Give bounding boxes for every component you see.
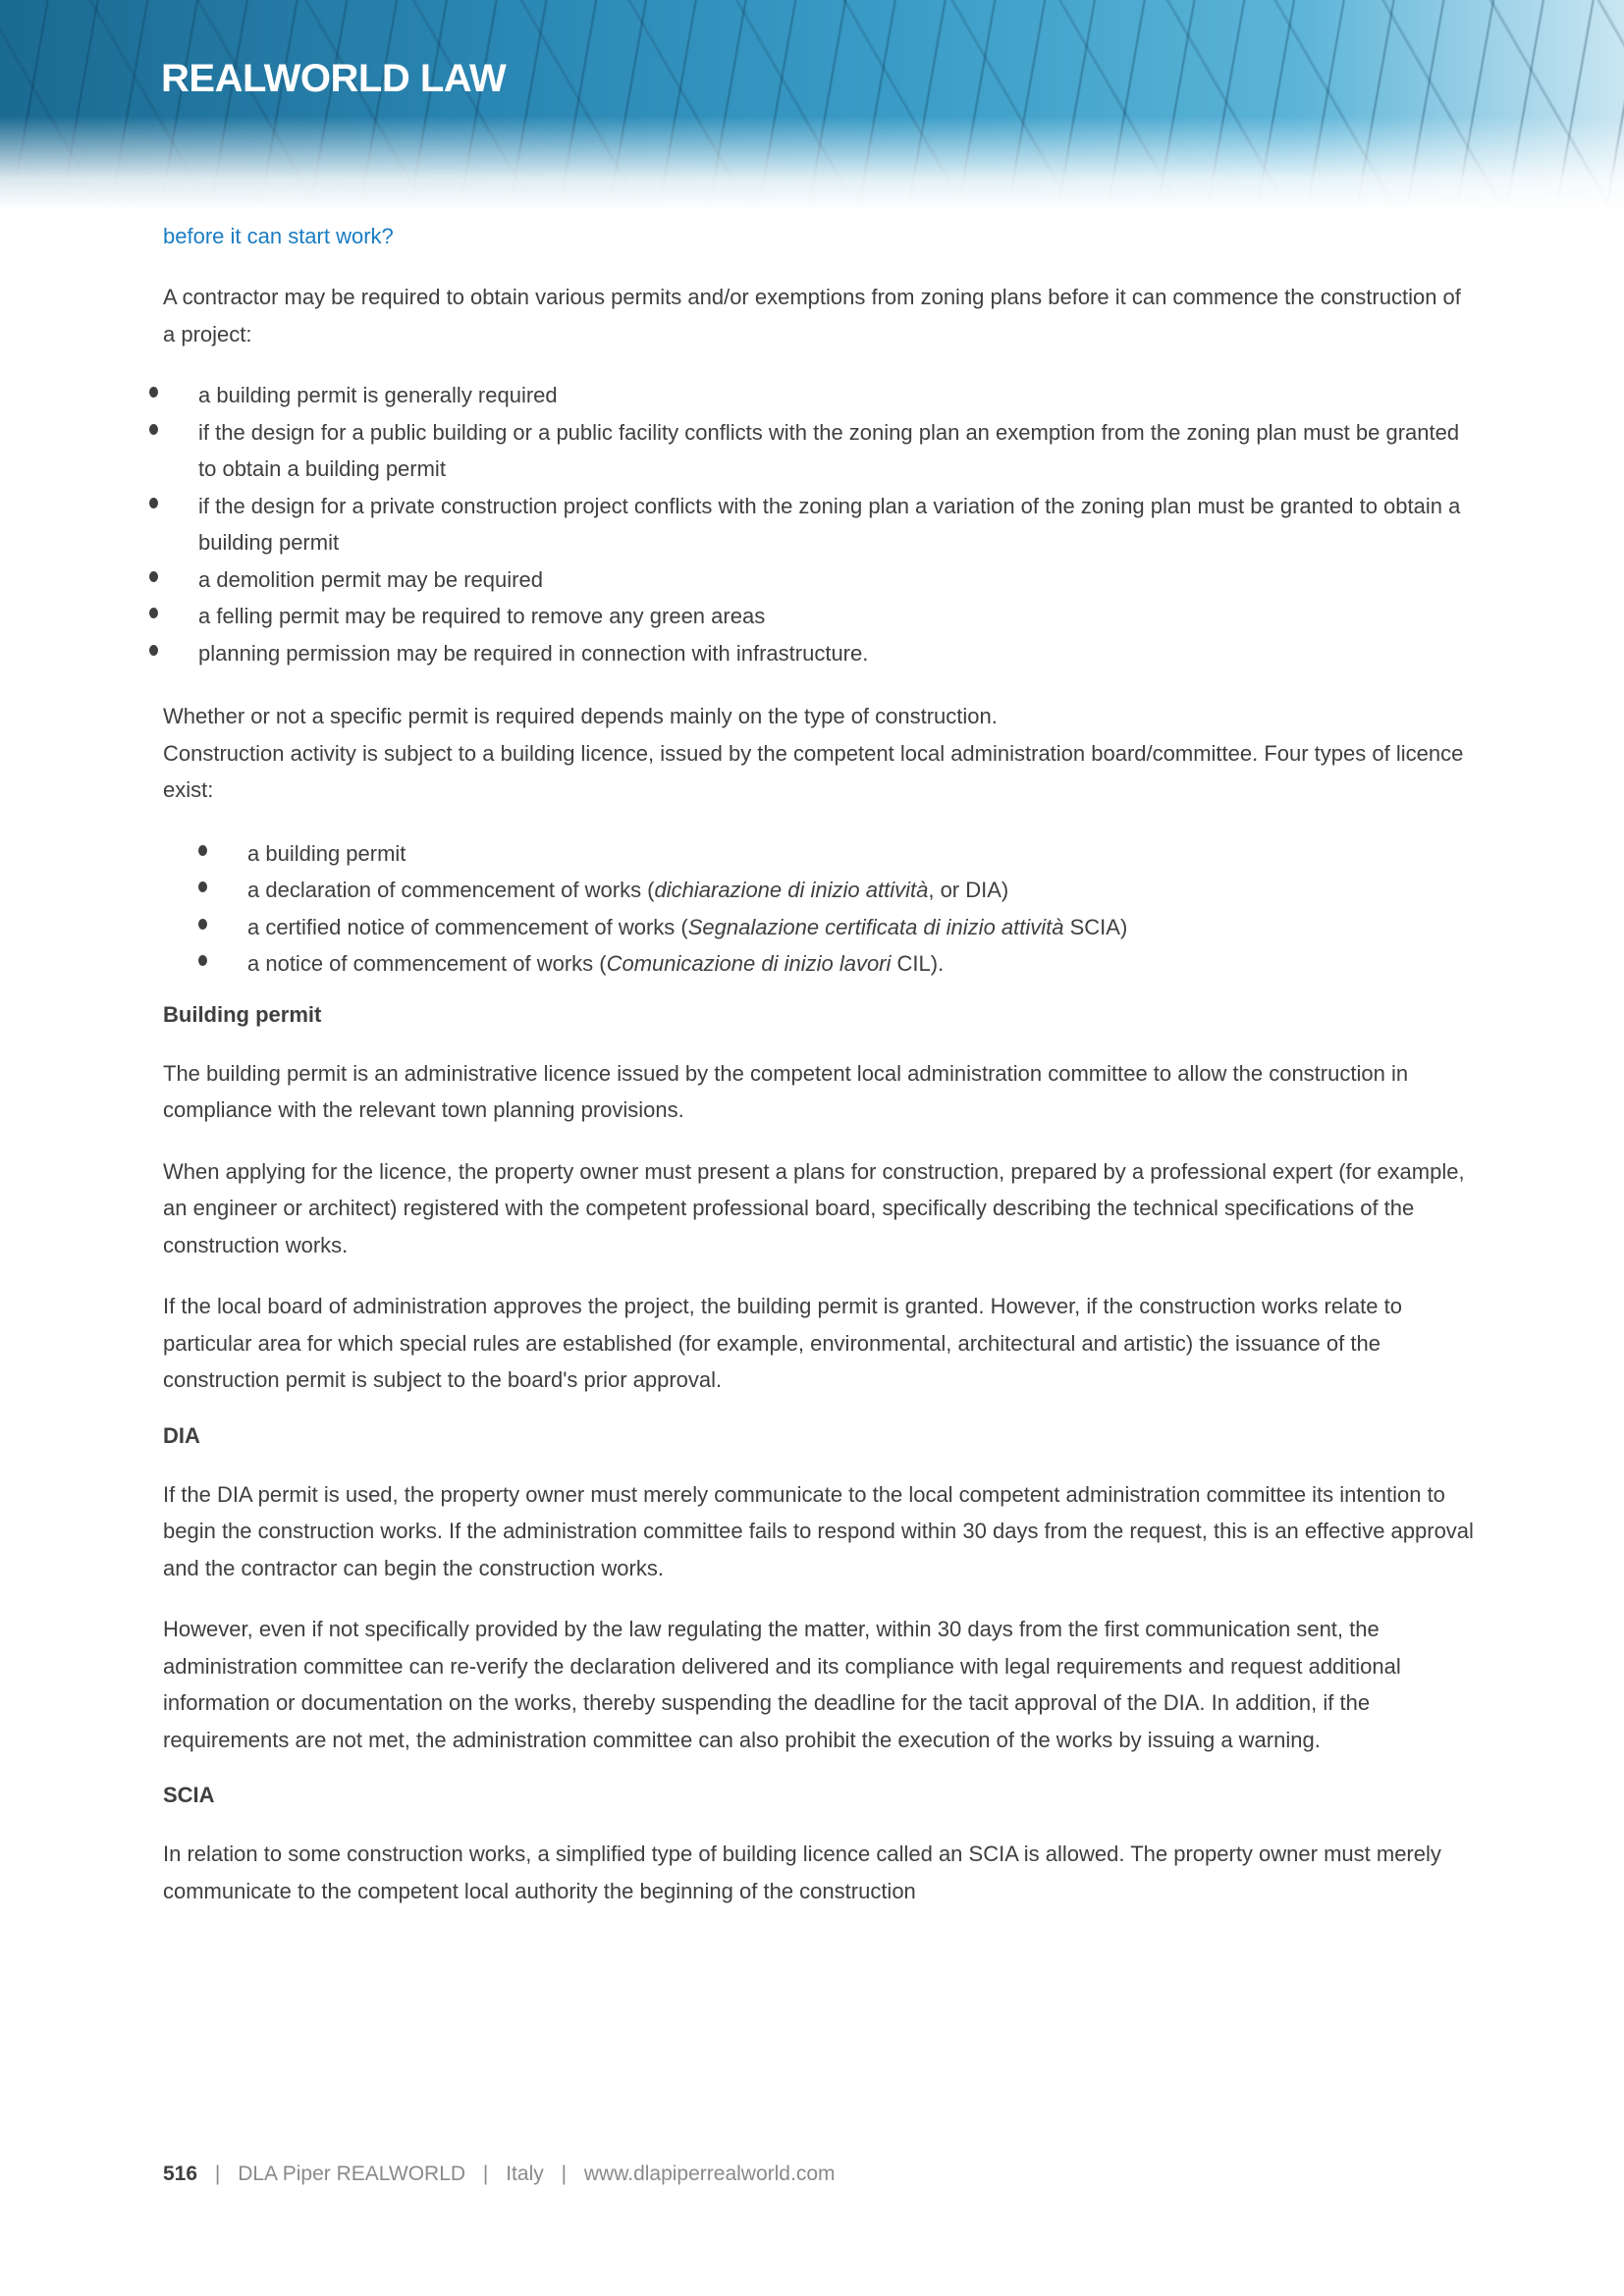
bullet-icon	[198, 919, 207, 930]
list-item: if the design for a private construction project conflicts with the zoning plan a variation of the zoning plan must be granted to obtain a building permit	[163, 488, 1479, 561]
footer-website-link[interactable]: www.dlapiperrealworld.com	[583, 2163, 836, 2185]
paragraph: In relation to some construction works, a simplified type of building licence called an SCIA is allowed. The property owner must merely communicate to the competent local authority the beginning of the construction	[163, 1842, 1441, 1903]
footer-separator: |	[561, 2163, 568, 2185]
bullet-icon	[149, 424, 158, 435]
header-banner	[0, 0, 1624, 211]
page-footer	[163, 2163, 836, 2186]
bullet-icon	[149, 498, 158, 508]
footer-publication: DLA Piper REALWORLD	[238, 2163, 466, 2185]
licence-intro-paragraph	[163, 698, 1479, 809]
banner-title: REALWORLD LAW	[161, 57, 507, 100]
bullet-icon	[149, 608, 158, 618]
bullet-icon	[149, 571, 158, 582]
bullet-icon	[149, 645, 158, 656]
bullet-icon	[198, 845, 207, 856]
section-heading-scia: SCIA	[163, 1783, 215, 1807]
licence-intro-line1: Whether or not a specific permit is required depends mainly on the type of construction.	[163, 704, 998, 728]
footer-country: Italy	[506, 2163, 544, 2185]
paragraph: The building permit is an administrative licence issued by the competent local administration committee to allow the construction in compliance with the relevant town planning provisions.	[163, 1060, 1409, 1122]
list-item: a demolition permit may be required	[163, 561, 1479, 599]
subheading: before it can start work?	[163, 224, 394, 248]
licence-intro-line2: Construction activity is subject to a building licence, issued by the competent local administration board/committee. Four types of licence exist:	[163, 740, 1464, 802]
paragraph: However, even if not specifically provided by the law regulating the matter, within 30 days from the first communication sent, the administration committee can re-verify the declaration delivered and its compliance with legal requirements and request additional information or documentation on the works, thereby suspending the deadline for the tacit approval of the DIA. In addition, if the requirements are not met, the administration committee can also prohibit the execution of the works by issuing a warning.	[163, 1617, 1401, 1752]
list-item: a building permit	[212, 835, 1479, 873]
page-content	[163, 224, 1479, 1934]
permits-list	[163, 377, 1479, 671]
paragraph: When applying for the licence, the property owner must present a plans for construction, prepared by a professional expert (for example, an engineer or architect) registered with the competent professional board, specifically describing the technical specifications of the construction works.	[163, 1158, 1465, 1257]
list-item: a felling permit may be required to remove any green areas	[163, 598, 1479, 635]
footer-separator: |	[482, 2163, 489, 2185]
paragraph: If the DIA permit is used, the property owner must merely communicate to the local competent administration committee its intention to begin the construction works. If the administration committee fails to respond within 30 days from the request, this is an effective approval and the contractor can begin the construction works.	[163, 1481, 1474, 1580]
section-heading-building-permit: Building permit	[163, 1001, 322, 1027]
list-item: a building permit is generally required	[163, 377, 1479, 414]
intro-paragraph: A contractor may be required to obtain various permits and/or exemptions from zoning plans before it can commence the construction of a project:	[163, 285, 1461, 347]
bullet-icon	[198, 881, 207, 892]
page-number: 516	[163, 2163, 198, 2185]
list-item: a declaration of commencement of works (dichiarazione di inizio attività, or DIA)	[212, 872, 1479, 909]
licence-types-list	[212, 835, 1479, 983]
list-item: planning permission may be required in connection with infrastructure.	[163, 635, 1479, 672]
bullet-icon	[149, 387, 158, 398]
bullet-icon	[198, 955, 207, 966]
list-item: a notice of commencement of works (Comunicazione di inizio lavori CIL).	[212, 945, 1479, 983]
list-item: a certified notice of commencement of works (Segnalazione certificata di inizio attività SCIA)	[212, 909, 1479, 946]
paragraph: If the local board of administration approves the project, the building permit is granted. However, if the construction works relate to particular area for which special rules are established (for example, environmental, architectural and artistic) the issuance of the construction permit is subject to the board's prior approval.	[163, 1294, 1402, 1392]
list-item: if the design for a public building or a public facility conflicts with the zoning plan an exemption from the zoning plan must be granted to obtain a building permit	[163, 414, 1479, 488]
section-heading-dia: DIA	[163, 1422, 200, 1448]
footer-separator: |	[214, 2163, 221, 2185]
